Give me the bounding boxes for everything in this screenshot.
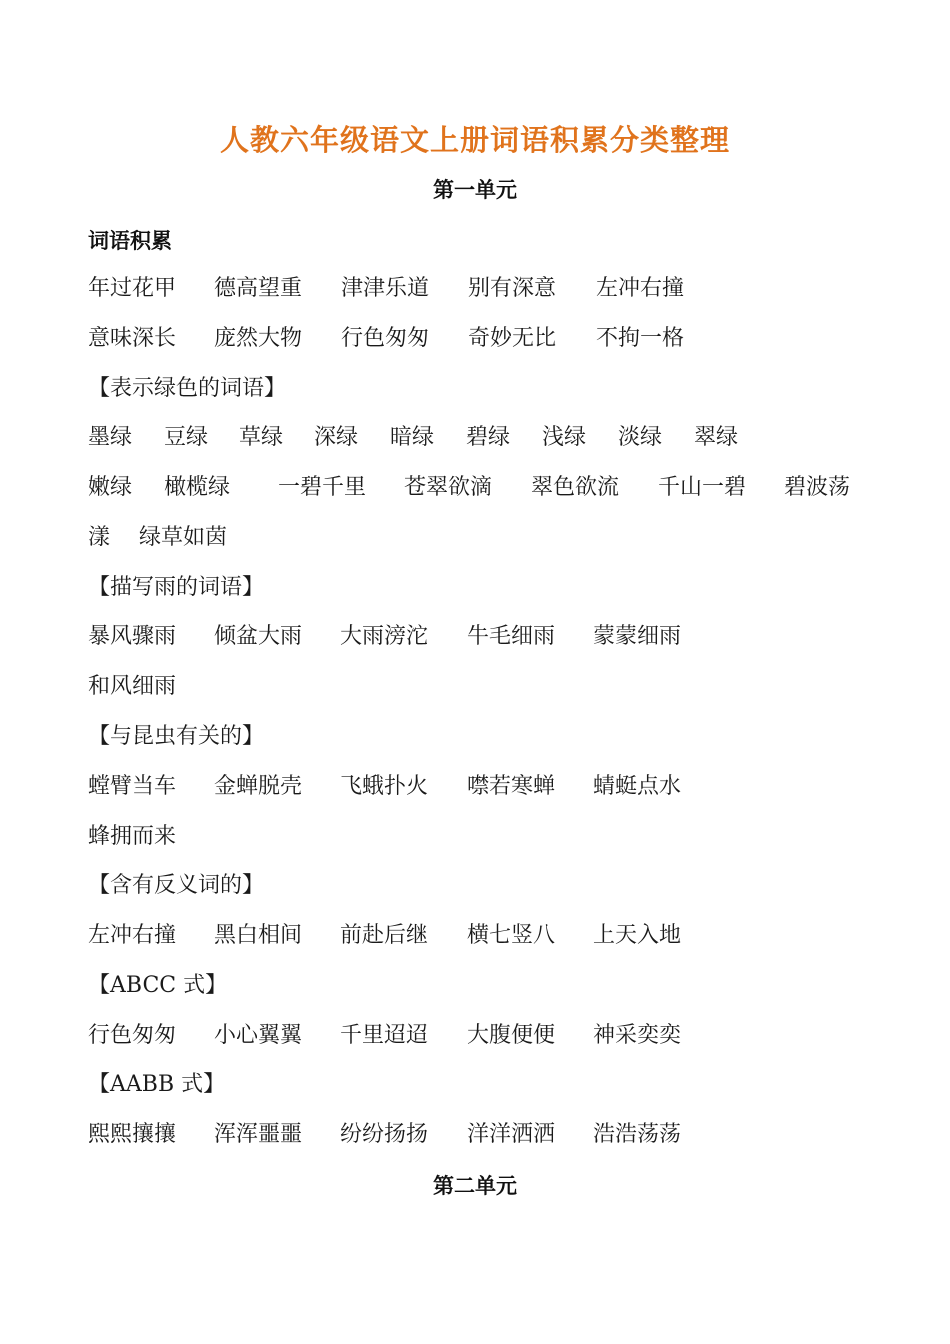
vocab-word: 年过花甲: [88, 276, 177, 301]
unit-1-heading: 第一单元: [433, 178, 517, 202]
category-label-aabb: 【AABB 式】: [88, 1072, 226, 1097]
vocab-word: 庞然大物: [214, 326, 303, 351]
vocab-word: 苍翠欲滴: [404, 475, 493, 500]
vocab-word: 横七竖八: [467, 923, 556, 948]
vocab-word: 绿草如茵: [139, 525, 228, 550]
vocab-word: 德高望重: [214, 276, 303, 301]
vocab-word: 浩浩荡荡: [593, 1122, 682, 1147]
category-label-abcc: 【ABCC 式】: [88, 973, 228, 998]
vocab-word: 碧绿: [466, 425, 511, 450]
vocab-word: 螳臂当车: [88, 774, 177, 799]
vocab-word: 淡绿: [618, 425, 663, 450]
vocab-word: 倾盆大雨: [214, 624, 303, 649]
vocab-word: 蒙蒙细雨: [593, 624, 682, 649]
vocab-word: 飞蛾扑火: [340, 774, 429, 799]
category-label-rain: 【描写雨的词语】: [88, 575, 265, 600]
vocab-word: 意味深长: [88, 326, 177, 351]
vocab-word: 大腹便便: [467, 1023, 556, 1048]
vocab-word: 奇妙无比: [468, 326, 557, 351]
vocab-word: 蜂拥而来: [88, 824, 177, 849]
vocabulary-section-heading: 词语积累: [88, 229, 172, 253]
vocab-word: 前赴后继: [340, 923, 429, 948]
vocab-word: 别有深意: [468, 276, 557, 301]
vocab-word: 暴风骤雨: [88, 624, 177, 649]
vocab-word: 漾: [88, 525, 111, 550]
vocab-word: 千里迢迢: [340, 1023, 429, 1048]
vocab-word: 碧波荡: [784, 475, 851, 500]
vocab-word: 豆绿: [164, 425, 209, 450]
vocab-word: 不拘一格: [596, 326, 685, 351]
vocab-word: 小心翼翼: [214, 1023, 303, 1048]
vocab-word: 行色匆匆: [88, 1023, 177, 1048]
vocab-word: 洋洋洒洒: [467, 1122, 556, 1147]
vocab-word: 左冲右撞: [88, 923, 177, 948]
vocab-word: 一碧千里: [278, 475, 367, 500]
vocab-word: 噤若寒蝉: [467, 774, 556, 799]
vocab-word: 翠绿: [694, 425, 739, 450]
vocab-word: 暗绿: [390, 425, 435, 450]
vocab-word: 神采奕奕: [593, 1023, 682, 1048]
vocab-word: 蜻蜓点水: [593, 774, 682, 799]
vocab-word: 嫩绿: [88, 475, 133, 500]
unit-2-heading: 第二单元: [433, 1174, 517, 1198]
vocab-word: 和风细雨: [88, 674, 177, 699]
vocab-word: 深绿: [314, 425, 359, 450]
vocab-word: 千山一碧: [658, 475, 747, 500]
vocab-word: 津津乐道: [341, 276, 430, 301]
vocab-word: 橄榄绿: [164, 475, 231, 500]
vocab-word: 浑浑噩噩: [214, 1122, 303, 1147]
vocab-word: 牛毛细雨: [467, 624, 556, 649]
vocab-word: 行色匆匆: [341, 326, 430, 351]
vocab-word: 左冲右撞: [596, 276, 685, 301]
vocab-word: 黑白相间: [214, 923, 303, 948]
vocab-word: 墨绿: [88, 425, 133, 450]
vocab-word: 熙熙攘攘: [88, 1122, 177, 1147]
vocab-word: 上天入地: [593, 923, 682, 948]
vocab-word: 浅绿: [542, 425, 587, 450]
category-label-antonyms: 【含有反义词的】: [88, 873, 265, 898]
document-title: 人教六年级语文上册词语积累分类整理: [219, 123, 730, 157]
vocab-word: 纷纷扬扬: [340, 1122, 429, 1147]
category-label-green: 【表示绿色的词语】: [88, 376, 287, 401]
category-label-insects: 【与昆虫有关的】: [88, 724, 265, 749]
vocab-word: 大雨滂沱: [340, 624, 429, 649]
vocab-word: 翠色欲流: [531, 475, 620, 500]
vocab-word: 金蝉脱壳: [214, 774, 303, 799]
vocab-word: 草绿: [239, 425, 284, 450]
